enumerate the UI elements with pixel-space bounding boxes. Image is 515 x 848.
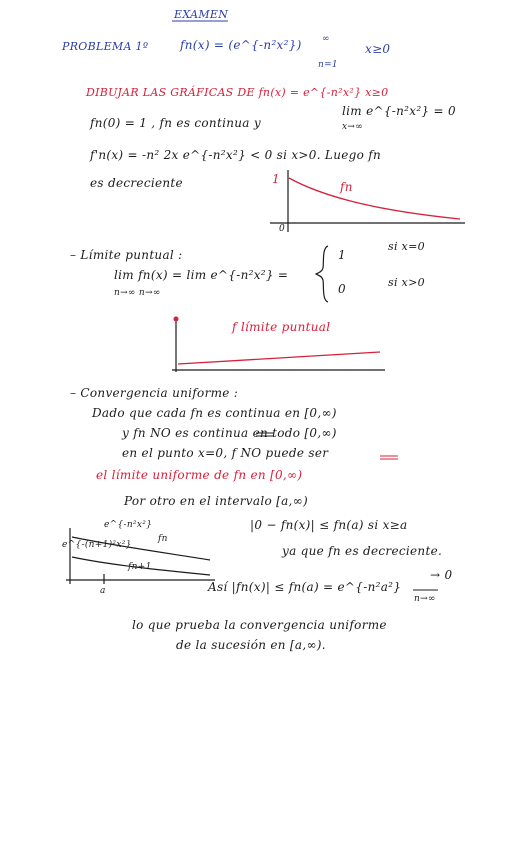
graphs-heading: DIBUJAR LAS GRÁFICAS DE fn(x) = e^{-n²x²} x≥0 (86, 86, 389, 99)
graphs-line1: fn(0) = 1 , fn es continua y (90, 116, 261, 130)
sequence-definition: fn(x) = (e^{-n²x²}) (180, 38, 302, 52)
graph2-label: f límite puntual (232, 320, 331, 334)
graph1-fn-label: fn (340, 180, 353, 194)
graph3-fn1-label: fn+1 (128, 562, 152, 572)
piecewise-brace (316, 246, 328, 302)
graph3-a-label: a (100, 586, 106, 596)
graph1-zero-label: 0 (279, 224, 286, 234)
uniform-asi-line: Así |fn(x)| ≤ fn(a) = e^{-n²a²} (208, 580, 402, 594)
uniform-asi-limit-sub: n→∞ (414, 594, 436, 604)
graph1-fn-curve (289, 178, 460, 219)
uniform-inequality: |0 − fn(x)| ≤ fn(a) si x≥a (250, 518, 408, 532)
sequence-domain: x≥0 (365, 42, 391, 56)
exam-title: EXAMEN (174, 8, 229, 21)
graph3-left-label: e^{-(n+1)²x²} (62, 540, 132, 550)
pointwise-case2-value: 0 (338, 282, 346, 296)
pointwise-limit-sub: n→∞ n→∞ (114, 288, 161, 298)
uniform-line4: el límite uniforme de fn en [0,∞) (96, 468, 303, 482)
graphs-line1-limit-sub: x→∞ (342, 122, 364, 132)
graph3-top-label: e^{-n²x²} (104, 520, 153, 530)
sequence-sup: ∞ (322, 34, 330, 44)
uniform-conclusion-1: lo que prueba la convergencia uniforme (132, 618, 387, 632)
pointwise-heading: – Límite puntual : (70, 248, 183, 262)
pointwise-case2-cond: si x>0 (388, 276, 425, 289)
graph1-one-label: 1 (272, 172, 280, 186)
pointwise-case1-cond: si x=0 (388, 240, 425, 253)
uniform-conclusion-2: de la sucesión en [a,∞). (176, 638, 326, 652)
uniform-line3: en el punto x=0, f NO puede ser (122, 446, 329, 460)
sequence-sub: n=1 (318, 60, 338, 70)
uniform-line5: Por otro en el intervalo [a,∞) (124, 494, 308, 508)
graphs-line2: f'n(x) = -n² 2x e^{-n²x²} < 0 si x>0. Luego fn (90, 148, 382, 162)
uniform-heading: – Convergencia uniforme : (70, 386, 239, 400)
pointwise-case1-value: 1 (338, 248, 346, 262)
uniform-inequality-reason: ya que fn es decreciente. (282, 544, 443, 558)
pointwise-limit: lim fn(x) = lim e^{-n²x²} = (114, 268, 289, 282)
uniform-line2: y fn NO es continua en todo [0,∞) (122, 426, 337, 440)
uniform-asi-limit: → 0 (430, 568, 453, 582)
graphs-line1-limit: lim e^{-n²x²} = 0 (342, 104, 456, 118)
problem-label: PROBLEMA 1º (62, 40, 149, 53)
uniform-line1: Dado que cada fn es continua en [0,∞) (92, 406, 337, 420)
graph2-point (174, 317, 179, 322)
graph3-fn-label: fn (158, 534, 168, 544)
graphs-line3: es decreciente (90, 176, 183, 190)
graph2-limit-line (178, 352, 380, 364)
